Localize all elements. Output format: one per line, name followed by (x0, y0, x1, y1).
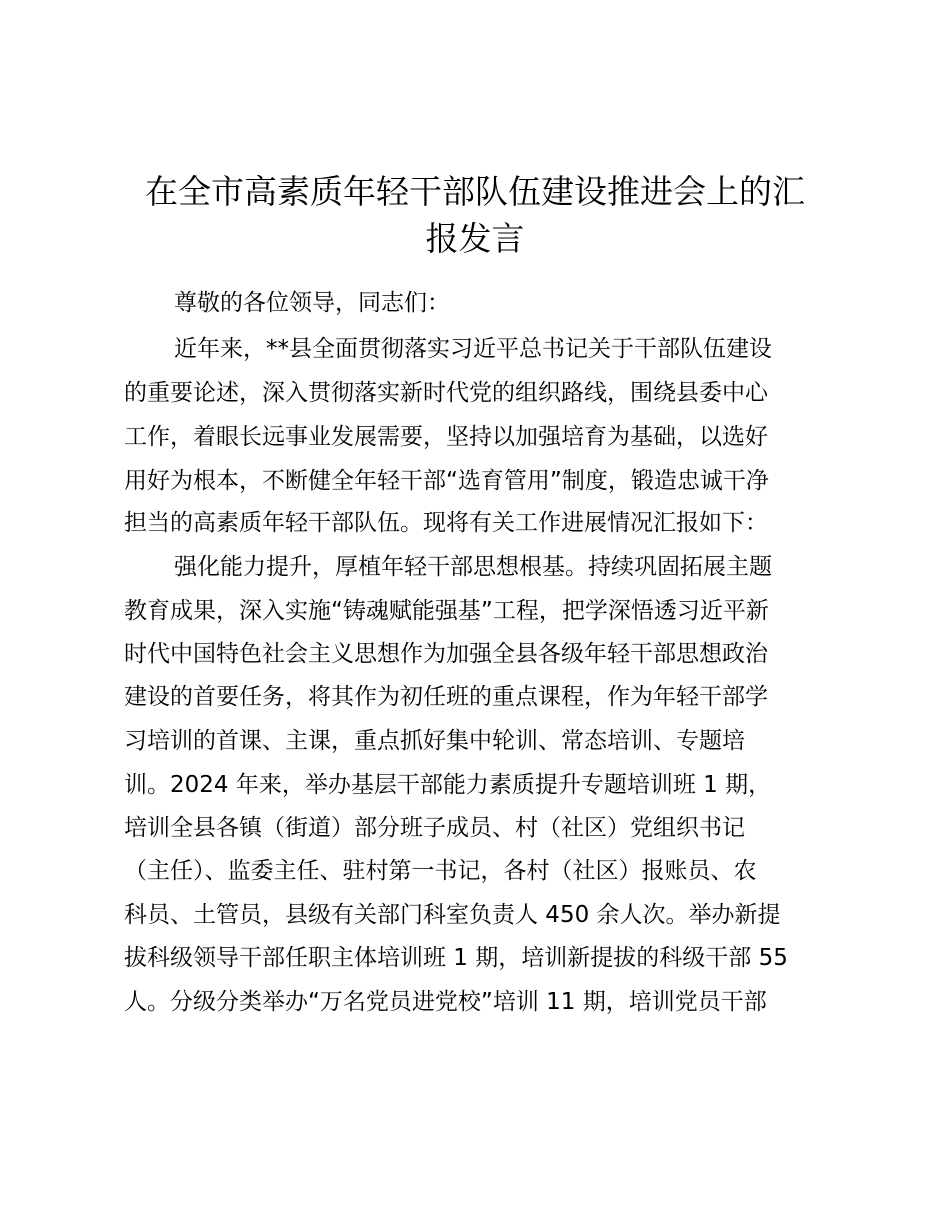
paragraph-line: 时代中国特色社会主义思想作为加强全县各级年轻干部思想政治 (124, 641, 768, 667)
paragraph-line: 训。2024 年来，举办基层干部能力素质提升专题培训班 1 期， (124, 772, 772, 798)
paragraph-line: 的重要论述，深入贯彻落实新时代党的组织路线，围绕县委中心 (124, 380, 768, 406)
paragraph-line: 教育成果，深入实施“铸魂赋能强基”工程，把学深悟透习近平新 (124, 598, 769, 624)
paragraph-line: 强化能力提升，厚植年轻干部思想根基。持续巩固拓展主题 (174, 554, 772, 580)
title-line-2: 报发言 (425, 219, 525, 258)
paragraph-line: 培训全县各镇（街道）部分班子成员、村（社区）党组织书记 (124, 815, 745, 841)
paragraph-line: 拔科级领导干部任职主体培训班 1 期，培训新提拔的科级干部 55 (124, 945, 788, 971)
paragraph-line: 担当的高素质年轻干部队伍。现将有关工作进展情况汇报如下： (124, 510, 768, 536)
paragraph-line: 工作，着眼长远事业发展需要，坚持以加强培育为基础，以选好 (124, 424, 768, 450)
paragraph-line: 建设的首要任务，将其作为初任班的重点课程，作为年轻干部学 (124, 684, 768, 710)
paragraph-line: 习培训的首课、主课，重点抓好集中轮训、常态培训、专题培 (124, 728, 745, 754)
salutation: 尊敬的各位领导，同志们： (174, 290, 450, 316)
document-title (0, 168, 950, 262)
paragraph-line: 人。分级分类举办“万名党员进党校”培训 11 期，培训党员干部 (124, 989, 767, 1015)
paragraph-line: 科员、土管员，县级有关部门科室负责人 450 余人次。举办新提 (124, 902, 781, 928)
paragraph-line: 用好为根本，不断健全年轻干部“选育管用”制度，锻造忠诚干净 (124, 468, 769, 494)
title-line-1: 在全市高素质年轻干部队伍建设推进会上的汇 (145, 172, 805, 211)
paragraph-line: 近年来，**县全面贯彻落实习近平总书记关于干部队伍建设 (174, 336, 772, 362)
paragraph-line: （主任）、监委主任、驻村第一书记，各村（社区）报账员、农 (124, 858, 757, 884)
